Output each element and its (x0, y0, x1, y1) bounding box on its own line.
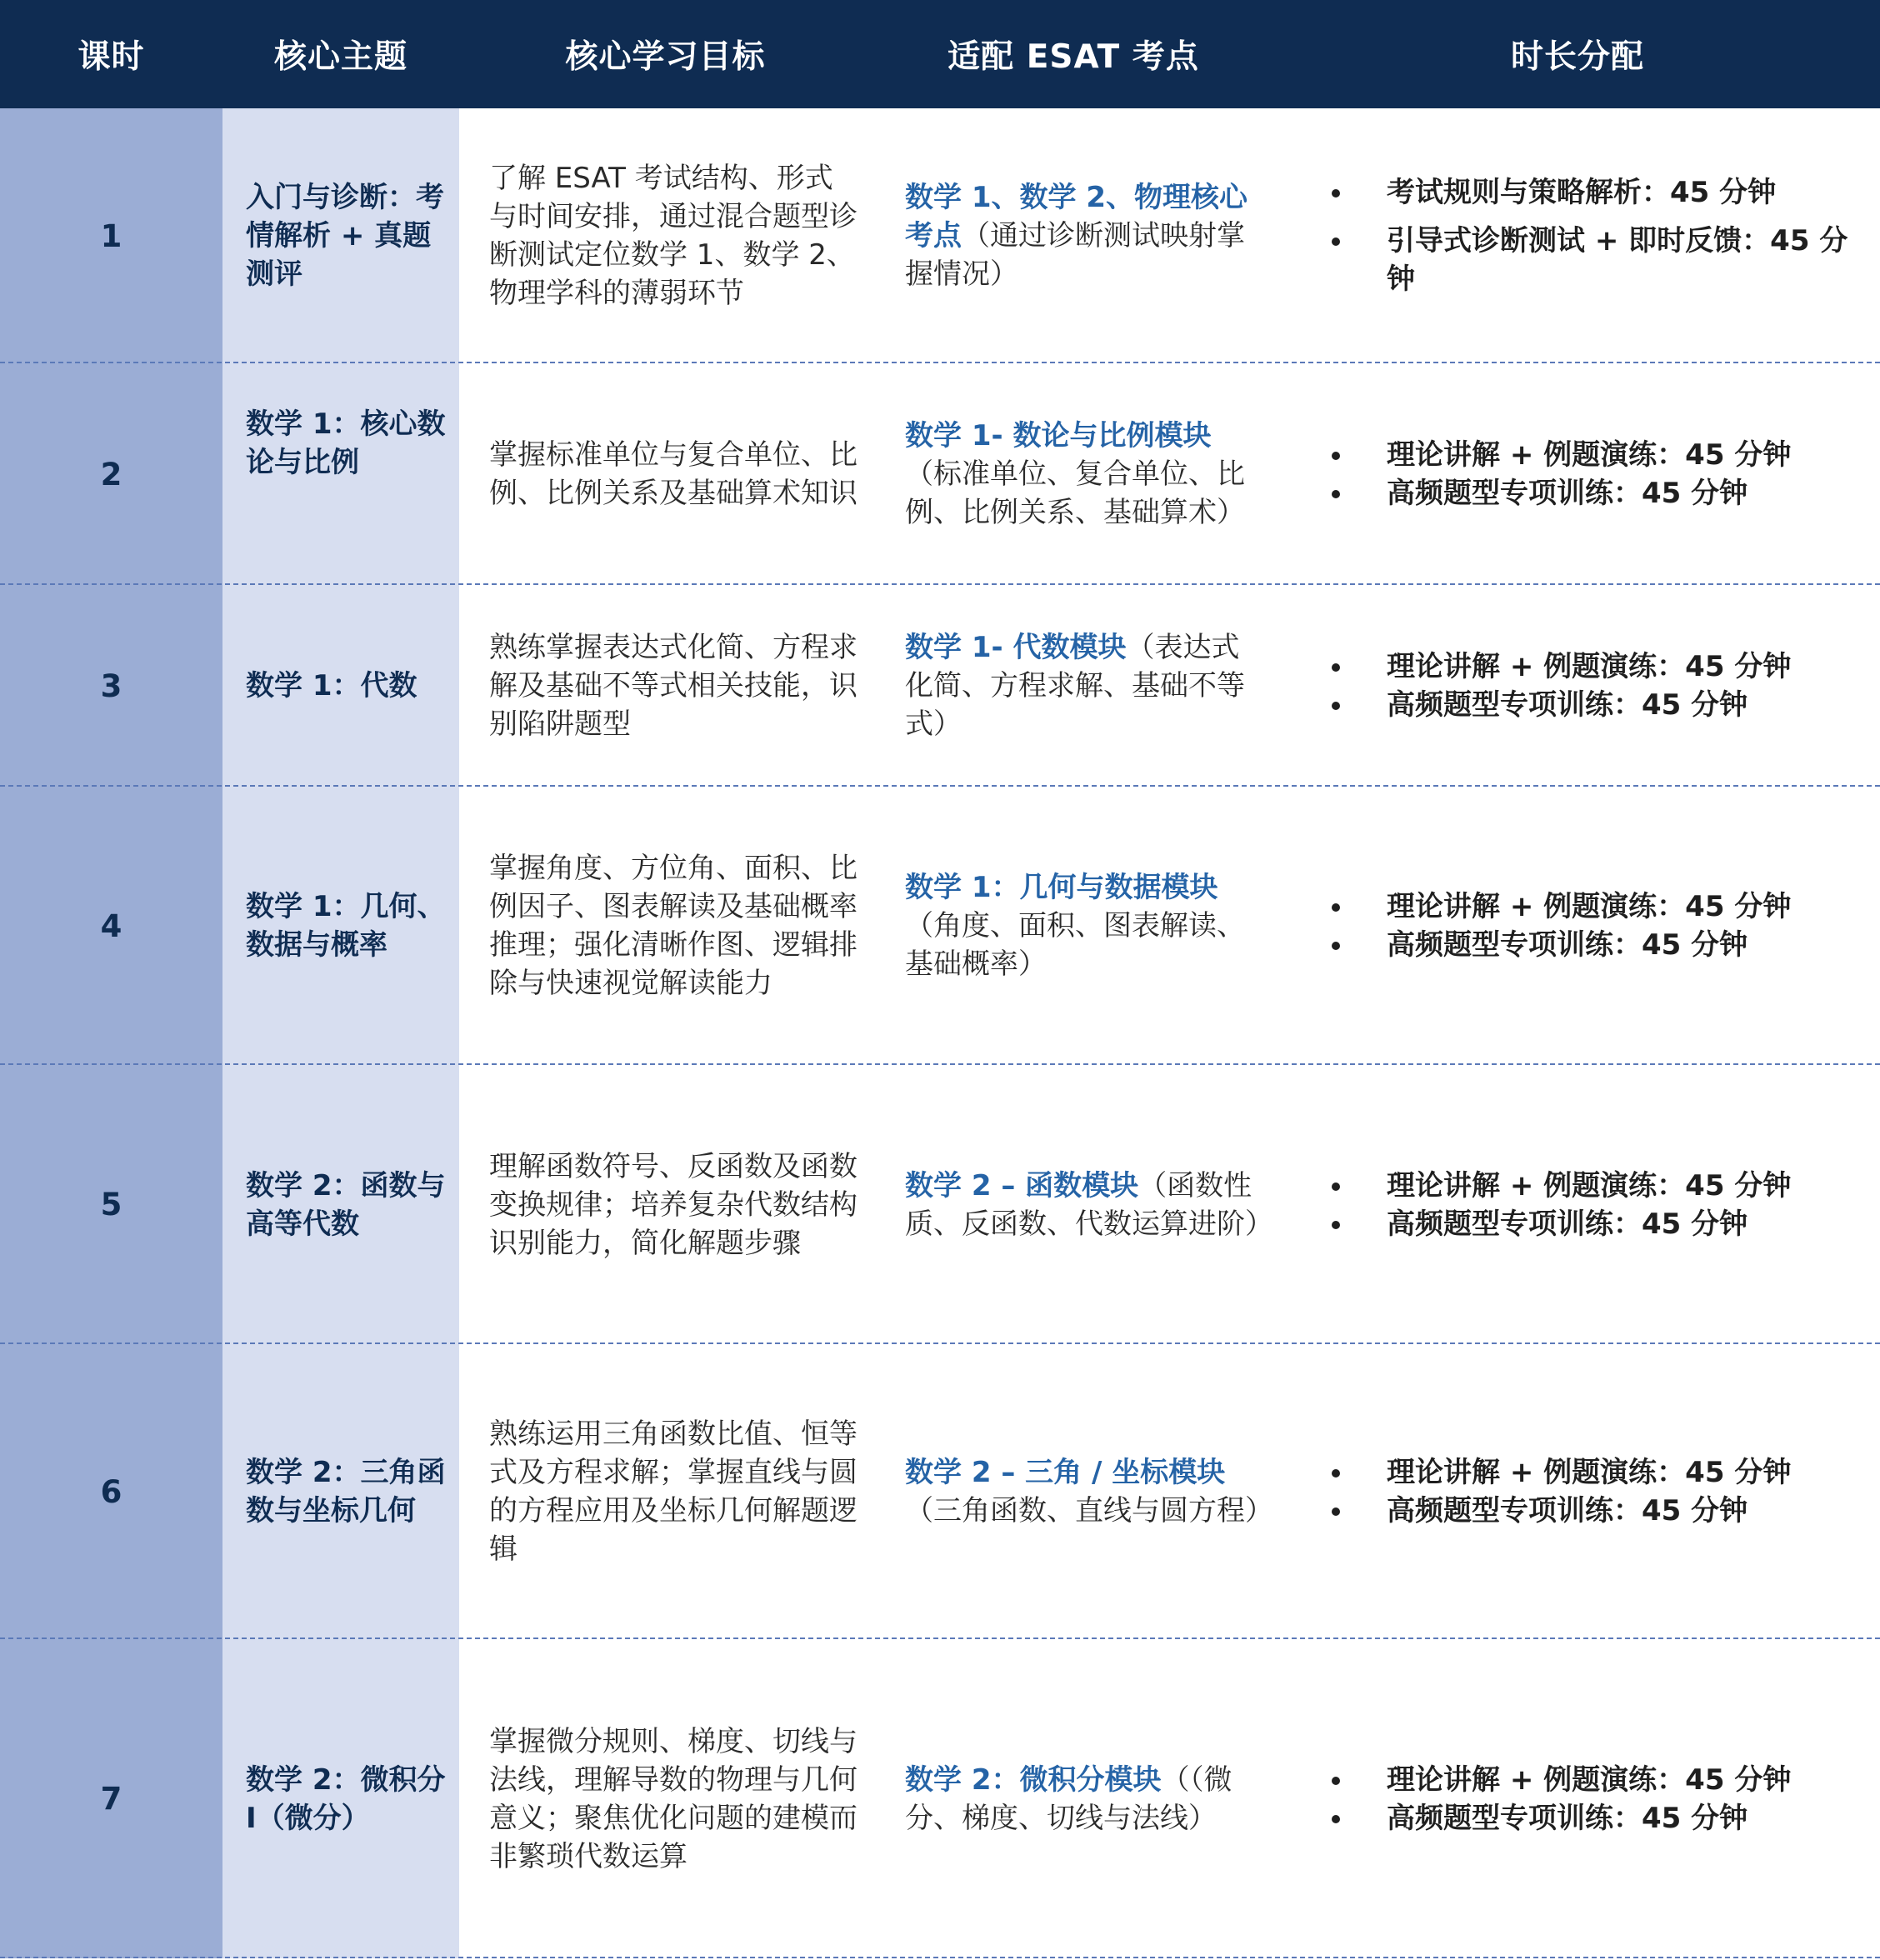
time-item: 高频题型专项训练：45 分钟 (1325, 474, 1791, 512)
time-item: 高频题型专项训练：45 分钟 (1325, 1492, 1791, 1530)
header-topic: 核心主题 (273, 38, 408, 76)
time-item: 考试规则与策略解析：45 分钟 (1325, 173, 1872, 212)
esat-points (872, 363, 1275, 585)
lesson-number: 6 (0, 1344, 222, 1639)
esat-detail: （角度、面积、图表解读、基础概率） (905, 909, 1245, 981)
esat-detail: （（微分、梯度、切线与法线） (905, 1762, 1232, 1835)
esat-highlight: 数学 1、数学 2、物理核心考点 (905, 181, 1248, 252)
lesson-number: 7 (0, 1639, 222, 1958)
table-row (0, 363, 1880, 585)
time-item: 高频题型专项训练：45 分钟 (1325, 686, 1791, 724)
header-esat: 适配 ESAT 考点 (948, 38, 1199, 76)
header-goal: 核心学习目标 (565, 38, 766, 76)
esat-detail: （表达式化简、方程求解、基础不等式） (905, 631, 1245, 741)
learning-goal: 熟练掌握表达式化简、方程求解及基础不等式相关技能，识别陷阱题型 (489, 631, 858, 741)
esat-points (872, 585, 1275, 787)
time-item: 理论讲解 + 例题演练：45 分钟 (1325, 1167, 1791, 1205)
learning-goal: 理解函数符号、反函数及函数变换规律；培养复杂代数结构识别能力，简化解题步骤 (489, 1149, 858, 1260)
table-row (0, 585, 1880, 787)
esat-detail: （标准单位、复合单位、比例、比例关系、基础算术） (905, 458, 1245, 529)
time-item: 理论讲解 + 例题演练：45 分钟 (1325, 436, 1791, 474)
header-lesson: 课时 (78, 38, 145, 76)
esat-detail: （三角函数、直线与圆方程） (905, 1494, 1273, 1528)
time-allocation (1275, 585, 1880, 787)
time-item: 理论讲解 + 例题演练：45 分钟 (1325, 648, 1791, 686)
time-item: 引导式诊断测试 + 即时反馈：45 分钟 (1325, 222, 1872, 298)
lesson-number: 5 (0, 1065, 222, 1344)
learning-goal: 熟练运用三角函数比值、恒等式及方程求解；掌握直线与圆的方程应用及坐标几何解题逻辑 (489, 1418, 858, 1566)
esat-points (872, 108, 1275, 363)
esat-points (872, 1639, 1275, 1958)
header-time: 时长分配 (1510, 38, 1644, 76)
esat-points (872, 1065, 1275, 1344)
esat-highlight: 数学 2 – 函数模块 (905, 1168, 1139, 1202)
time-allocation (1275, 363, 1880, 585)
esat-detail: （通过诊断测试映射掌握情况） (905, 219, 1245, 291)
time-allocation (1275, 1639, 1880, 1958)
lesson-number: 4 (0, 787, 222, 1065)
time-item: 高频题型专项训练：45 分钟 (1325, 1799, 1791, 1838)
core-topic: 数学 1：核心数论与比例 (222, 363, 459, 585)
learning-goal: 了解 ESAT 考试结构、形式与时间安排，通过混合题型诊断测试定位数学 1、数学 2、物理学科的薄弱环节 (489, 162, 858, 310)
time-item: 理论讲解 + 例题演练：45 分钟 (1325, 888, 1791, 926)
lesson-number: 3 (0, 585, 222, 787)
table-row (0, 787, 1880, 1065)
table-row (0, 108, 1880, 363)
learning-goal: 掌握角度、方位角、面积、比例因子、图表解读及基础概率推理；强化清晰作图、逻辑排除与快速视觉解读能力 (489, 852, 858, 1000)
time-allocation (1275, 1344, 1880, 1639)
time-allocation (1275, 1065, 1880, 1344)
esat-highlight: 数学 1：几何与数据模块 (905, 871, 1218, 904)
table-row (0, 1344, 1880, 1639)
esat-highlight: 数学 2 – 三角 / 坐标模块 (905, 1456, 1226, 1489)
row-divider (0, 1957, 1880, 1958)
core-topic: 数学 2：函数与高等代数 (222, 1065, 459, 1344)
table-header (0, 0, 1880, 108)
lesson-number: 1 (0, 108, 222, 363)
table-row (0, 1065, 1880, 1344)
esat-highlight: 数学 1- 代数模块 (905, 631, 1127, 664)
esat-points (872, 1344, 1275, 1639)
esat-highlight: 数学 2：微积分模块 (905, 1762, 1162, 1797)
esat-highlight: 数学 1- 数论与比例模块 (905, 419, 1212, 452)
esat-detail: （函数性质、反函数、代数运算进阶） (905, 1168, 1273, 1241)
time-allocation (1275, 787, 1880, 1065)
esat-points (872, 787, 1275, 1065)
core-topic: 数学 1：代数 (222, 585, 459, 787)
core-topic: 数学 1：几何、数据与概率 (222, 787, 459, 1065)
table-row (0, 1639, 1880, 1958)
lesson-number: 2 (0, 363, 222, 585)
time-allocation (1275, 108, 1880, 363)
table-body (0, 108, 1880, 1958)
core-topic: 数学 2：微积分 I（微分） (222, 1639, 459, 1958)
core-topic: 入门与诊断：考情解析 + 真题测评 (222, 108, 459, 363)
time-item: 高频题型专项训练：45 分钟 (1325, 1205, 1791, 1243)
learning-goal: 掌握标准单位与复合单位、比例、比例关系及基础算术知识 (489, 438, 858, 510)
time-item: 理论讲解 + 例题演练：45 分钟 (1325, 1453, 1791, 1492)
core-topic: 数学 2：三角函数与坐标几何 (222, 1344, 459, 1639)
time-item: 理论讲解 + 例题演练：45 分钟 (1325, 1761, 1791, 1799)
time-item: 高频题型专项训练：45 分钟 (1325, 926, 1791, 964)
learning-goal: 掌握微分规则、梯度、切线与法线，理解导数的物理与几何意义；聚焦优化问题的建模而非繁琐代数运算 (489, 1724, 858, 1873)
